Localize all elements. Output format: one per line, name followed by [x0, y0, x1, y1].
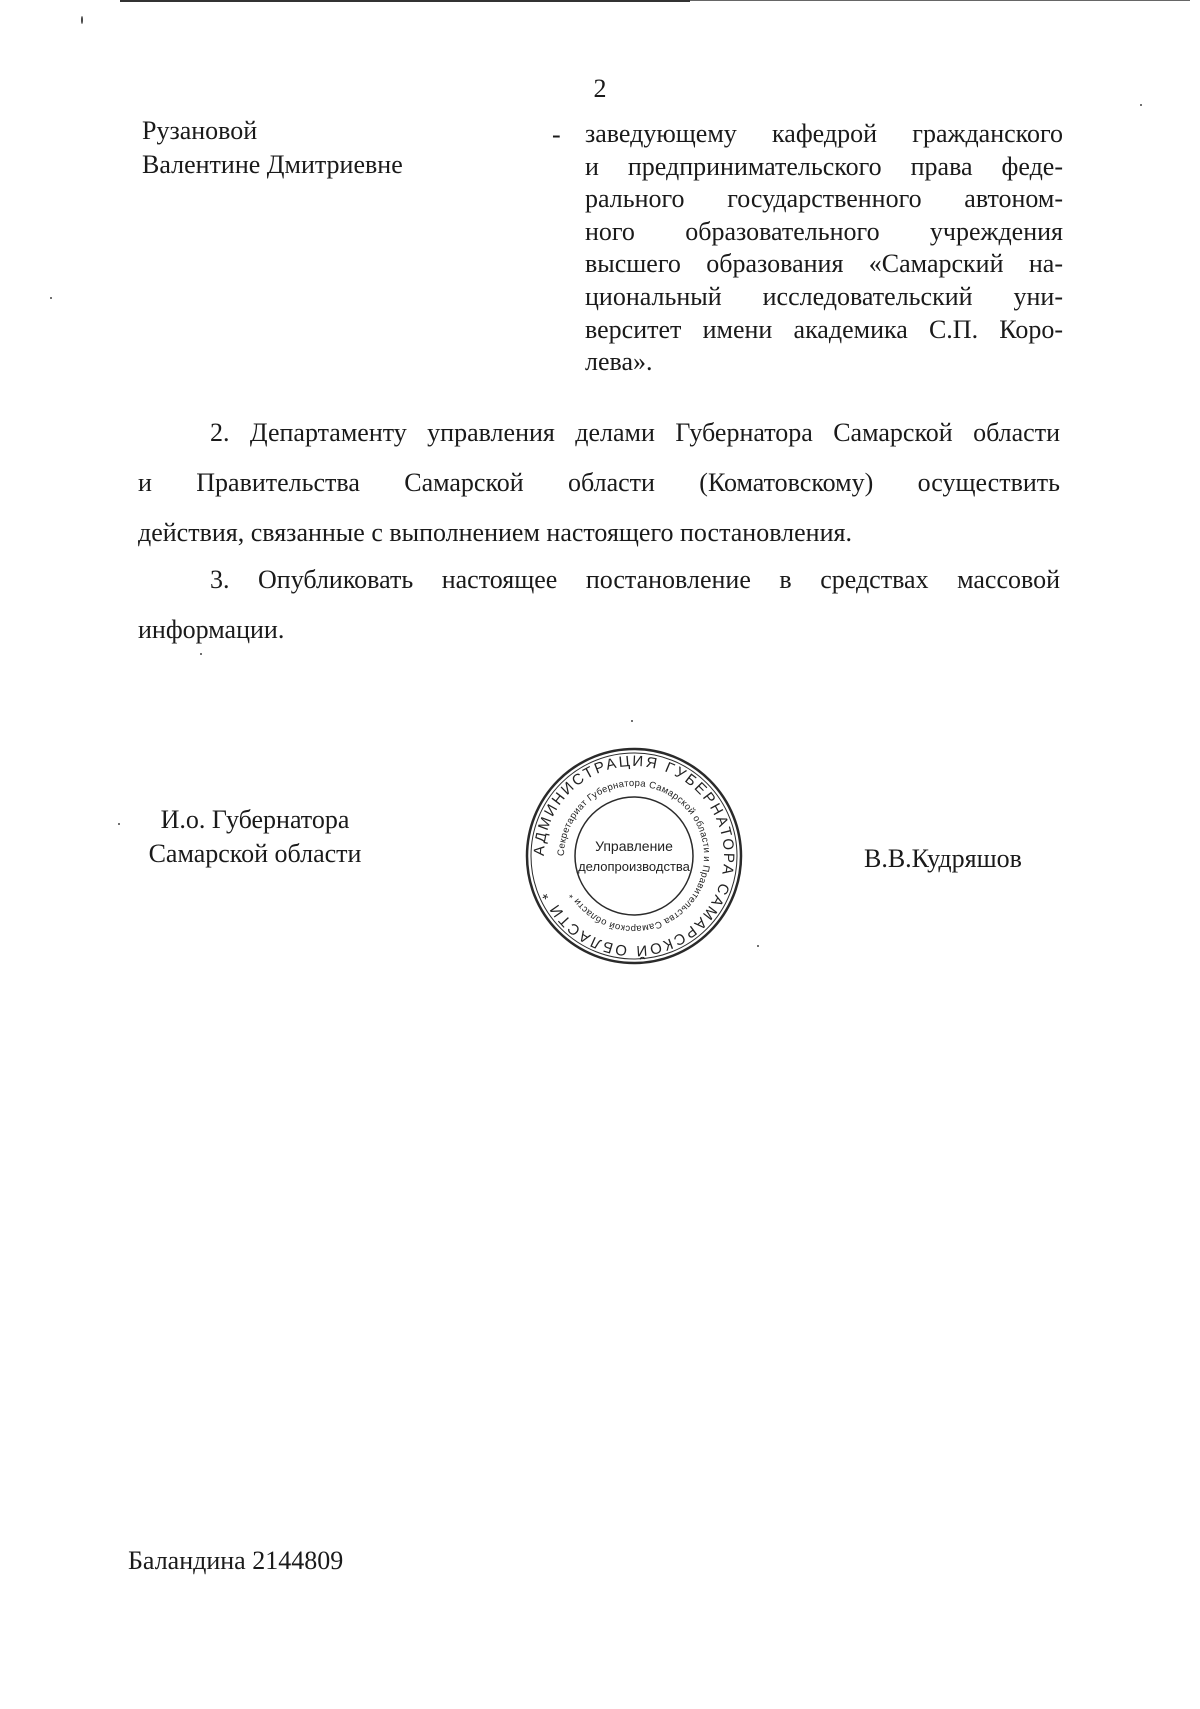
- scan-speck: [757, 945, 759, 947]
- stamp-center-line2: делопроизводства: [578, 859, 690, 874]
- stamp-inner-text: Секретариат Губернатора Самарской области и Правительства Самарской области *: [555, 777, 713, 935]
- position-line: циональный исследовательский уни-: [585, 281, 1063, 311]
- paragraph-line: информации.: [138, 615, 285, 644]
- dash-separator: -: [552, 120, 561, 149]
- position-line: рального государственного автоном-: [585, 184, 1063, 214]
- scan-edge-line: [120, 0, 690, 2]
- appointee-surname: Рузановой: [142, 116, 258, 145]
- svg-text:Секретариат Губернатора Самарс: [556, 778, 712, 934]
- scan-speck: [631, 720, 633, 722]
- position-line: ного образовательного учреждения: [585, 216, 1063, 246]
- signer-name: В.В.Кудряшов: [864, 844, 1022, 873]
- position-line: лева».: [585, 347, 653, 377]
- stamp-outer-text: АДМИНИСТРАЦИЯ ГУБЕРНАТОРА САМАРСКОЙ ОБЛАСТИ *: [530, 752, 738, 960]
- paragraph-line: 2. Департаменту управления делами Губернатора Самарской области: [210, 418, 1060, 447]
- paragraph-line: 3. Опубликовать настоящее постановление в средствах массовой: [210, 565, 1060, 594]
- scan-speck: [50, 297, 52, 299]
- official-stamp: [523, 745, 745, 967]
- signer-title-line: Самарской области: [148, 839, 362, 868]
- paragraph-2: [138, 408, 1060, 558]
- appointee-position: [585, 118, 1063, 379]
- appointee-given-names: Валентине Дмитриевне: [142, 150, 403, 179]
- scan-speck: [81, 16, 83, 24]
- signer-title: [135, 803, 375, 871]
- scan-edge-line: [690, 0, 1190, 1]
- position-line: высшего образования «Самарский на-: [585, 249, 1063, 279]
- page-number: 2: [593, 74, 607, 103]
- position-line: заведующему кафедрой гражданского: [585, 119, 1063, 148]
- position-line: верситет имени академика С.П. Коро-: [585, 314, 1063, 344]
- position-line: и предпринимательского права феде-: [585, 151, 1063, 181]
- paragraph-line: действия, связанные с выполнением настоящего постановления.: [138, 518, 852, 547]
- appointee-name: [142, 114, 403, 182]
- stamp-center-line1: Управление: [595, 838, 673, 854]
- signer-title-line: И.о. Губернатора: [160, 805, 350, 834]
- executor-contact: Баландина 2144809: [128, 1546, 344, 1575]
- paragraph-line: и Правительства Самарской области (Коматовскому) осуществить: [138, 468, 1060, 497]
- scan-speck: [118, 823, 120, 825]
- paragraph-3: [138, 555, 1060, 655]
- scan-speck: [1140, 104, 1142, 106]
